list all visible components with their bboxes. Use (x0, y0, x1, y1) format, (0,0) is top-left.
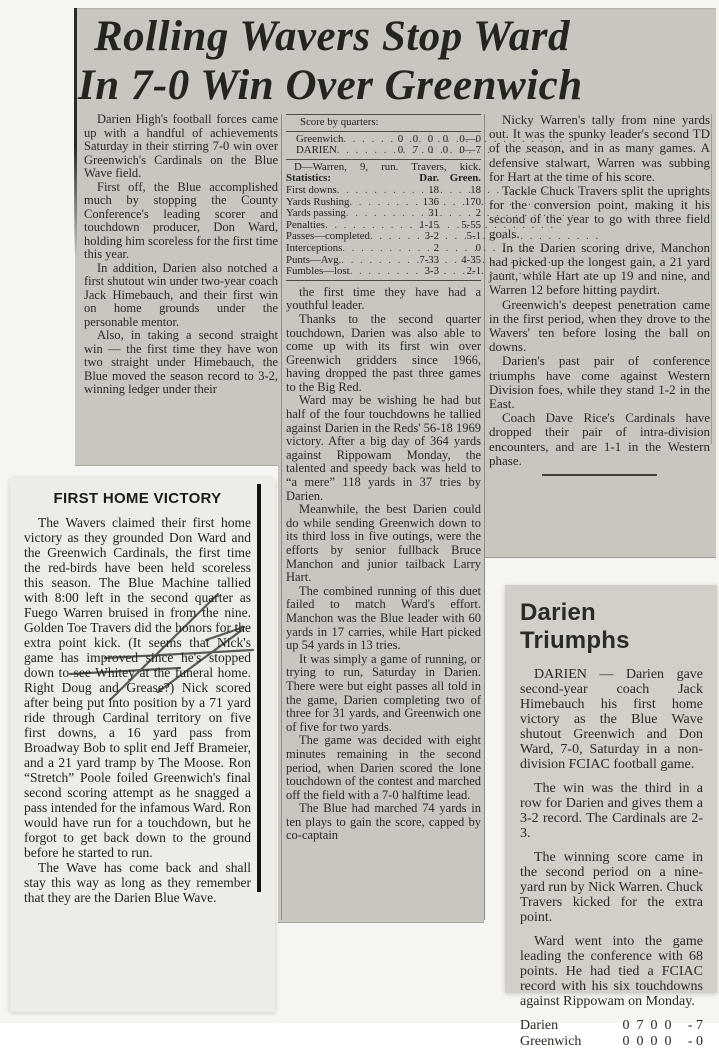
stats-box (286, 114, 481, 281)
clipping-paragraph: Ward went into the game leading the conference with 68 points. He had tied a FCIAC record with his six touchdowns against Rippowam on Monday. (520, 934, 703, 1009)
quarter-value: 0 (636, 1034, 644, 1049)
article-paragraph: The Blue had marched 74 yards in ten plays to gain the score, capped by co-captain (286, 801, 481, 843)
final-score: - 0 (687, 1034, 703, 1049)
stat-value-darien: 136 (422, 195, 439, 208)
quarter-value: 0 (664, 1018, 672, 1033)
quarter-value: 0 (442, 144, 449, 157)
team-name: Greenwich (296, 132, 344, 145)
article-paragraph: Darien High's football forces came up with a handful of achievements Saturday in their stirring 7-0 win over Greenwich's Cardinals on the Blue Wave field. (84, 112, 278, 180)
stat-value-darien: 7-33 (419, 253, 439, 266)
stat-value-darien: 31 (428, 207, 439, 220)
article-paragraph: the first time they have had a youthful leader. (286, 284, 481, 313)
stat-row (286, 243, 481, 255)
quarter-value: 0 (664, 1034, 672, 1049)
stat-value-greenwich: 18 (470, 183, 481, 196)
quarter-value: 0 (442, 132, 449, 145)
article-column-3 (489, 113, 710, 476)
stat-row (286, 185, 481, 197)
quarter-value: 7 (412, 144, 419, 157)
article-paragraph: Also, in taking a second straight win — the first time they have won two straight under Himebauch, the Blue moved the season record to 3-2, winning ledger under their (84, 328, 278, 396)
article-column-2 (286, 112, 481, 843)
stat-label: First downs (286, 183, 337, 196)
article-paragraph: Thanks to the second quarter touchdown, Darien was also able to come up with its first win over Greenwich gridders since 1966, having dropped the past three games to the Big Red. (286, 311, 481, 394)
stat-value-darien: 18 (428, 183, 439, 196)
quarter-value: 0 (427, 144, 434, 157)
article-paragraph: The game was decided with eight minutes remaining in the second period, when Darien scored the lone touchdown of the contest and marched off the field with a 7-0 halftime lead. (286, 733, 481, 802)
stat-value-greenwich: 2-1 (466, 265, 481, 278)
final-score: - 7 (687, 1018, 703, 1033)
article-paragraph: Ward may be wishing he had but half of the four touchdowns he tallied against Darien in the Reds' 56-18 1969 victory. After a big day of 364 yards against Rippowam Monday, the talented and speedy back was held to “a mere” 118 yards in 37 tries by Darien. (286, 393, 481, 503)
dot-leader (337, 185, 401, 197)
article-paragraph: It was simply a game of running, or trying to run, Saturday in Darien. There were but eight passes all told in the game, Darien completing two of three for 31 yards, and Greenwich one of five for two yards. (286, 651, 481, 734)
clipping-torn-edge (74, 8, 77, 258)
quarter-value: 0 (622, 1018, 630, 1033)
clipping-paragraph: The Wave has come back and shall stay this way as long as they remember that they are the Darien Blue Wave. (24, 860, 251, 905)
stat-value-darien: 1-15 (419, 218, 439, 231)
score-line-row (520, 1034, 703, 1050)
stat-value-darien: 2 (433, 241, 439, 254)
stat-value-greenwich: 2 (475, 207, 481, 220)
quarter-value: 0 (412, 132, 419, 145)
article-paragraph: Greenwich's deepest penetration came in the first period, when they drove to the Wavers' ten before losing the ball on downs. (489, 296, 710, 355)
main-clipping-background-right-column (484, 462, 716, 558)
stat-row (286, 208, 481, 220)
final-score: 0—0 (459, 132, 481, 145)
headline-line-1: Rolling Wavers Stop Ward (94, 13, 570, 60)
clipping-title: Darien Triumphs (520, 599, 630, 654)
dot-leader (342, 243, 401, 255)
clipping-paragraph: The Wavers claimed their first home victory as they grounded Don Ward and the Greenwich Cardinals, the first time the red-birds have been held scoreless this season. The Blue Machine tallied with 8:00 left in the second quarter as Fuego Warren bruised in from the nine. Golden Toe Travers did the honors for the extra point kick. (It seems that Nick's game has improved since he's stopped down to see Whitey at the funeral home. Right Doug and Grease?) Nick scored after being put into position by a 71 yard ride through Cardinal territory on five first downs, a 16 yard pass from Broadway Bob to split end Jeff Brameier, and a 21 yard tramp by The Moose. Ron “Stretch” Poole foiled Greenwich's final second scoring attempt as he snagged a pass intended for the infamous Ward. Ron would have run for a touchdown, but he forgot to get back down to the ground before he started to run. (24, 515, 251, 860)
stats-rule (286, 114, 481, 115)
article-paragraph: Meanwhile, the best Darien could do while sending Greenwich down to its third loss in five outings, were the efforts by senior fullback Bruce Manchon and junior tailback Larry Hart. (286, 502, 481, 585)
clipping-paragraph: DARIEN — Darien gave second-year coach Jack Himebauch his first home victory as the Blue Wave shutout Greenwich and Don Ward, 7-0, Saturday in a non-division FCIAC football game. (520, 667, 703, 772)
quarter-value: 0 (650, 1018, 658, 1033)
stat-value-darien: 3-2 (424, 230, 439, 243)
article-paragraph: In addition, Darien also notched a first shutout win under two-year coach Jack Himebauch, and their first win on home grounds under the personable mentor. (84, 260, 278, 329)
stat-value-greenwich: 5-1 (466, 230, 481, 243)
stat-row (286, 266, 481, 278)
main-headline (78, 12, 714, 110)
score-line-row (520, 1018, 703, 1034)
stat-value-greenwich: 0 (475, 241, 481, 254)
dot-leader (337, 145, 393, 157)
quarter-value: 0 (397, 144, 404, 157)
article-end-rule (542, 474, 657, 476)
article-paragraph: Nicky Warren's tally from nine yards out. It was the spunky leader's second TD of the season, and in as many games. A defensive stalwart, Warren was subbing for Hart at the time of his score. (489, 112, 710, 184)
clipping-text-area (24, 488, 251, 905)
stat-value-greenwich: 4-35 (461, 253, 481, 266)
dot-leader (346, 208, 401, 220)
stat-value-greenwich: 170 (464, 195, 481, 208)
article-paragraph: First off, the Blue accomplished much by stopping the County Conference's leading scorer and touchdown producer, Don Ward, holding him scoreless for the first time this year. (84, 179, 278, 261)
stat-label: Fumbles—lost (286, 265, 350, 278)
team-name: DARIEN (296, 144, 337, 157)
stats-rule (286, 280, 481, 281)
stat-label: Penalties (286, 218, 325, 231)
quarter-value: 0 (650, 1034, 658, 1049)
clipping-paragraph: The winning score came in the second period on a nine-yard run by Nick Warren. Chuck Travers kicked for the extra point. (520, 850, 703, 925)
stat-value-greenwich: 5-55 (461, 218, 481, 231)
column-divider (711, 114, 712, 444)
stat-label: Yards passing (286, 207, 346, 220)
stat-label: Punts—Avg. (286, 253, 342, 266)
stats-rule (286, 131, 481, 132)
article-column-1 (84, 113, 278, 397)
quarter-value: 7 (636, 1018, 644, 1033)
column-header-greenwich: Green. (449, 172, 481, 185)
column-rule-bar (257, 484, 261, 892)
stats-box-title: Score by quarters: (300, 116, 379, 128)
quarter-value: 0 (427, 132, 434, 145)
clipping-title: FIRST HOME VICTORY (53, 490, 222, 507)
statistics-header-label: Statistics: (286, 172, 331, 185)
quarter-value: 0 (622, 1034, 630, 1049)
scoring-summary: D—Warren, 9, run. Travers, kick. (294, 160, 481, 173)
stats-rule (286, 159, 481, 160)
stat-label: Interceptions (286, 241, 343, 254)
dot-leader (350, 266, 401, 278)
column-divider (281, 114, 282, 920)
team-name: Greenwich (520, 1034, 582, 1049)
final-score: 0—7 (459, 144, 481, 157)
quarter-value: 0 (397, 132, 404, 145)
clipping-text-area (520, 597, 703, 1050)
stat-value-darien: 3-3 (424, 265, 439, 278)
column-header-darien: Dar. (419, 172, 439, 185)
article-paragraph: Darien's past pair of conference triumphs have come against Western Division foes, while they stand 1-2 in the East. (489, 353, 710, 412)
article-paragraph: Coach Dave Rice's Cardinals have dropped their pair of intra-division encounters, and are 1-1 in the Western phase. (489, 410, 710, 468)
quarter-score-row (286, 145, 481, 157)
article-paragraph: Tackle Chuck Travers split the uprights for the conversion point, making it his second of the year to go with three field goals. (489, 183, 710, 241)
stat-label: Passes—completed (286, 230, 370, 243)
headline-line-2: In 7-0 Win Over Greenwich (78, 62, 583, 109)
article-paragraph: In the Darien scoring drive, Manchon had picked up the longest gain, a 21 yard jaunt, while Hart ate up 19 and nine, and Warren 12 before hitting paydirt. (489, 239, 710, 298)
clipping-paragraph: The win was the third in a row for Darien and gives them a 3-2 record. The Cardinals are 2-3. (520, 781, 703, 841)
team-name: Darien (520, 1018, 559, 1033)
article-paragraph: The combined running of this duet failed to match Ward's effort. Manchon was the Blue leader with 60 yards in 17 carries, while Hart picked up 54 yards in 13 tries. (286, 583, 481, 653)
stat-label: Yards Rushing (286, 195, 350, 208)
clipping-first-home-victory (10, 478, 275, 1012)
clipping-darien-triumphs (505, 585, 717, 1049)
